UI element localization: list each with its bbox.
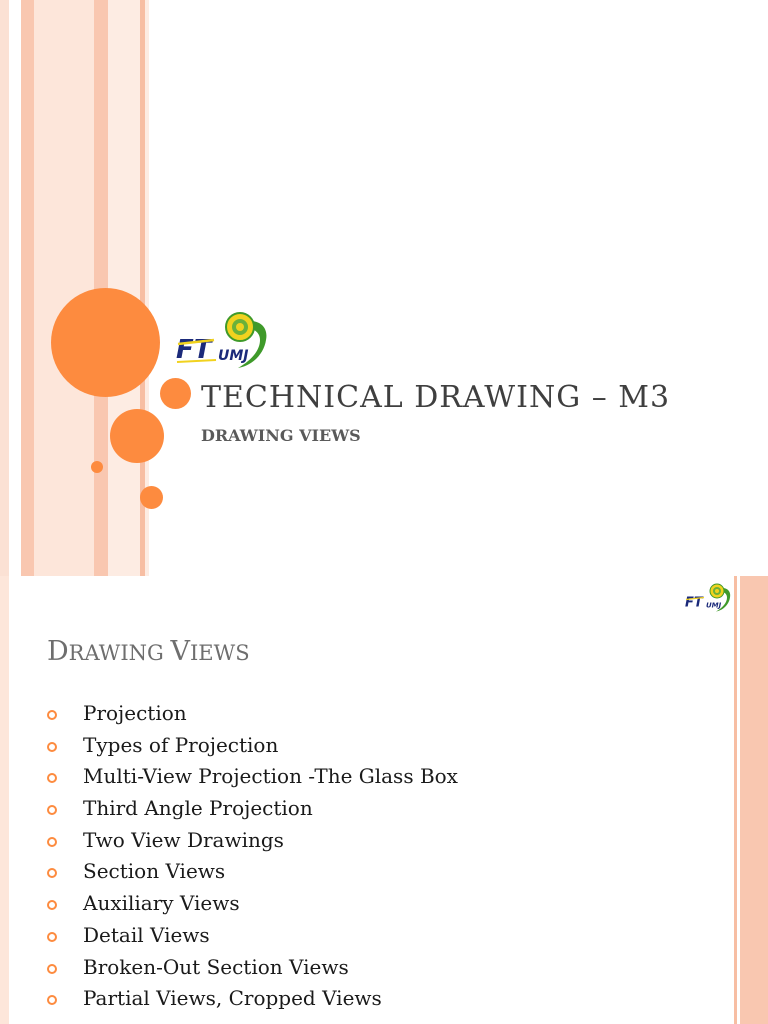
bullet-circle-icon: [47, 868, 57, 878]
bullet-circle-icon: [47, 900, 57, 910]
bullet-circle-icon: [47, 932, 57, 942]
svg-text:FT: FT: [176, 335, 212, 365]
list-item-text: Two View Drawings: [83, 827, 284, 852]
bullet-circle-icon: [47, 742, 57, 752]
bullet-circle-icon: [47, 995, 57, 1005]
decor-stripe: [34, 0, 94, 576]
title-rest: RAWING: [68, 641, 171, 665]
list-item: [47, 761, 458, 793]
list-item-text: Broken-Out Section Views: [83, 954, 349, 979]
ftumj-logo: [684, 582, 732, 614]
list-item-text: Projection: [83, 701, 187, 725]
bullet-circle-icon: [47, 964, 57, 974]
decor-circle: [110, 409, 164, 463]
decor-stripe: [0, 0, 9, 576]
content-slide: [0, 576, 768, 1024]
decor-circle: [91, 461, 103, 473]
decor-circle: [51, 288, 160, 397]
list-item-text: Section Views: [83, 859, 226, 884]
list-item: [47, 888, 458, 920]
decor-stripe: [9, 0, 21, 576]
decor-circle: [140, 486, 163, 509]
list-item-text: Partial Views, Cropped Views: [83, 986, 382, 1011]
list-item: [47, 856, 458, 888]
list-item-text: Multi-View Projection -The Glass Box: [83, 764, 458, 789]
list-item: [47, 983, 458, 1015]
decor-stripe: [21, 0, 34, 576]
decor-circle: [160, 378, 191, 409]
list-item-text: Auxiliary Views: [83, 891, 240, 916]
slide-title: TECHNICAL DRAWING – M3: [201, 380, 671, 415]
slide-title: [47, 633, 250, 665]
slide-subtitle: DRAWING VIEWS: [201, 426, 361, 445]
bullet-circle-icon: [47, 837, 57, 847]
ftumj-logo: [174, 310, 270, 372]
svg-text:UMJ: UMJ: [218, 348, 249, 364]
bullet-circle-icon: [47, 710, 57, 720]
decor-stripe: [740, 576, 768, 1024]
list-item: [47, 698, 458, 730]
list-item: [47, 825, 458, 857]
decor-stripe: [0, 576, 9, 1024]
bullet-circle-icon: [47, 773, 57, 783]
list-item: [47, 920, 458, 952]
bullet-circle-icon: [47, 805, 57, 815]
title-initial: V: [170, 636, 190, 667]
topic-list: [47, 698, 458, 1015]
list-item: [47, 730, 458, 762]
list-item: [47, 793, 458, 825]
title-initial: D: [47, 636, 69, 667]
list-item: [47, 952, 458, 984]
list-item-text: Detail Views: [83, 922, 210, 947]
svg-text:UMJ: UMJ: [706, 601, 722, 610]
list-item-text: Types of Projection: [83, 732, 279, 757]
svg-text:FT: FT: [685, 595, 703, 611]
title-rest: IEWS: [190, 641, 250, 665]
list-item-text: Third Angle Projection: [83, 796, 313, 821]
